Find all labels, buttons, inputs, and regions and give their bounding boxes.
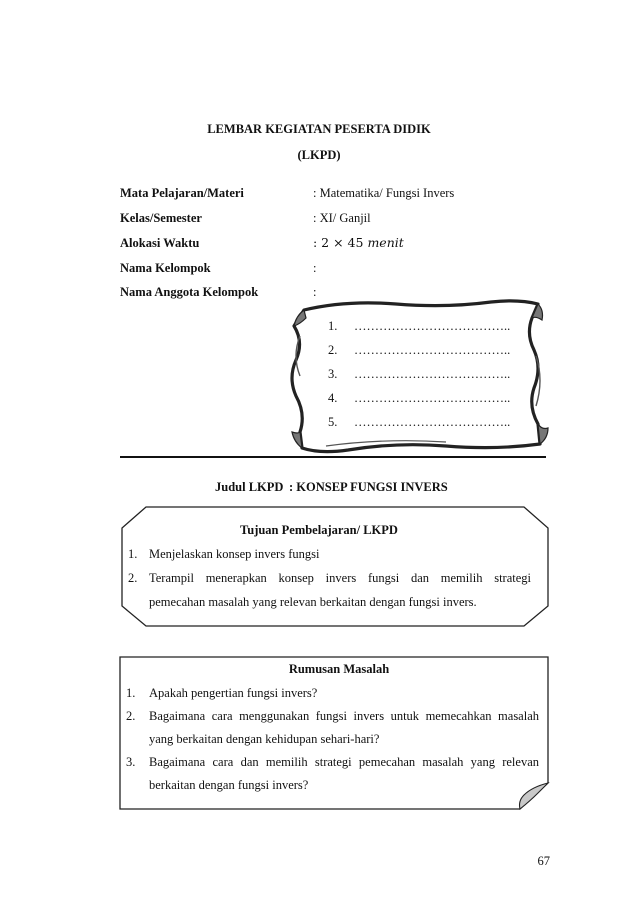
- member-blank[interactable]: ………………………………..: [354, 415, 511, 429]
- rumusan-item-text-cont: berkaitan dengan fungsi invers?: [149, 778, 309, 792]
- meta-label-subject: Mata Pelajaran/Materi: [120, 186, 244, 200]
- member-number: 1.: [328, 319, 338, 333]
- meta-label-class: Kelas/Semester: [120, 211, 202, 225]
- meta-value-time: [313, 235, 404, 250]
- meta-label-group: Nama Kelompok: [120, 261, 211, 275]
- rumusan-item-number: 3.: [126, 755, 136, 769]
- page-number: 67: [537, 854, 550, 868]
- tujuan-item-number: 2.: [128, 571, 138, 585]
- section-divider: [120, 456, 546, 458]
- member-item: [328, 367, 510, 382]
- tujuan-item-text: Menjelaskan konsep invers fungsi: [149, 547, 320, 561]
- member-item: [328, 319, 510, 334]
- rumusan-item-text: Apakah pengertian fungsi invers?: [149, 686, 318, 700]
- meta-value-group: :: [313, 261, 317, 275]
- member-item: [328, 343, 510, 358]
- document-title: LEMBAR KEGIATAN PESERTA DIDIK: [207, 122, 431, 136]
- member-blank[interactable]: ………………………………..: [354, 343, 511, 357]
- member-blank[interactable]: ………………………………..: [354, 367, 511, 381]
- time-value-prefix: : 2 × 45: [313, 235, 368, 250]
- rumusan-item-text: Bagaimana cara dan memilih strategi pemecahan masalah yang relevan: [149, 755, 539, 769]
- member-item: [328, 391, 510, 406]
- meta-value-class: : XI/ Ganjil: [313, 211, 371, 225]
- member-blank[interactable]: ………………………………..: [354, 391, 511, 405]
- member-number: 5.: [328, 415, 338, 429]
- rumusan-item-number: 1.: [126, 686, 136, 700]
- member-blank[interactable]: ………………………………..: [354, 319, 511, 333]
- tujuan-title: Tujuan Pembelajaran/ LKPD: [240, 523, 398, 537]
- rumusan-item-number: 2.: [126, 709, 136, 723]
- judul-label: Judul LKPD: [215, 480, 284, 494]
- time-value-unit: menit: [367, 235, 404, 250]
- tujuan-item-text: Terampil menerapkan konsep invers fungsi dan memilih strategi: [149, 571, 531, 585]
- rumusan-title: Rumusan Masalah: [288, 662, 390, 676]
- tujuan-item-number: 1.: [128, 547, 138, 561]
- member-number: 4.: [328, 391, 338, 405]
- meta-label-time: Alokasi Waktu: [120, 236, 200, 250]
- rumusan-item-text-cont: yang berkaitan dengan kehidupan sehari-hari?: [149, 732, 380, 746]
- member-number: 2.: [328, 343, 338, 357]
- judul-value: : KONSEP FUNGSI INVERS: [289, 480, 448, 494]
- meta-label-members: Nama Anggota Kelompok: [120, 285, 259, 299]
- member-item: [328, 415, 510, 430]
- document-subtitle: (LKPD): [297, 148, 341, 162]
- meta-value-subject: : Matematika/ Fungsi Invers: [313, 186, 455, 200]
- tujuan-item-text-cont: pemecahan masalah yang relevan berkaitan dengan fungsi invers.: [149, 595, 477, 609]
- meta-value-members: :: [313, 285, 317, 299]
- member-number: 3.: [328, 367, 338, 381]
- rumusan-item-text: Bagaimana cara menggunakan fungsi invers untuk memecahkan masalah: [149, 709, 539, 723]
